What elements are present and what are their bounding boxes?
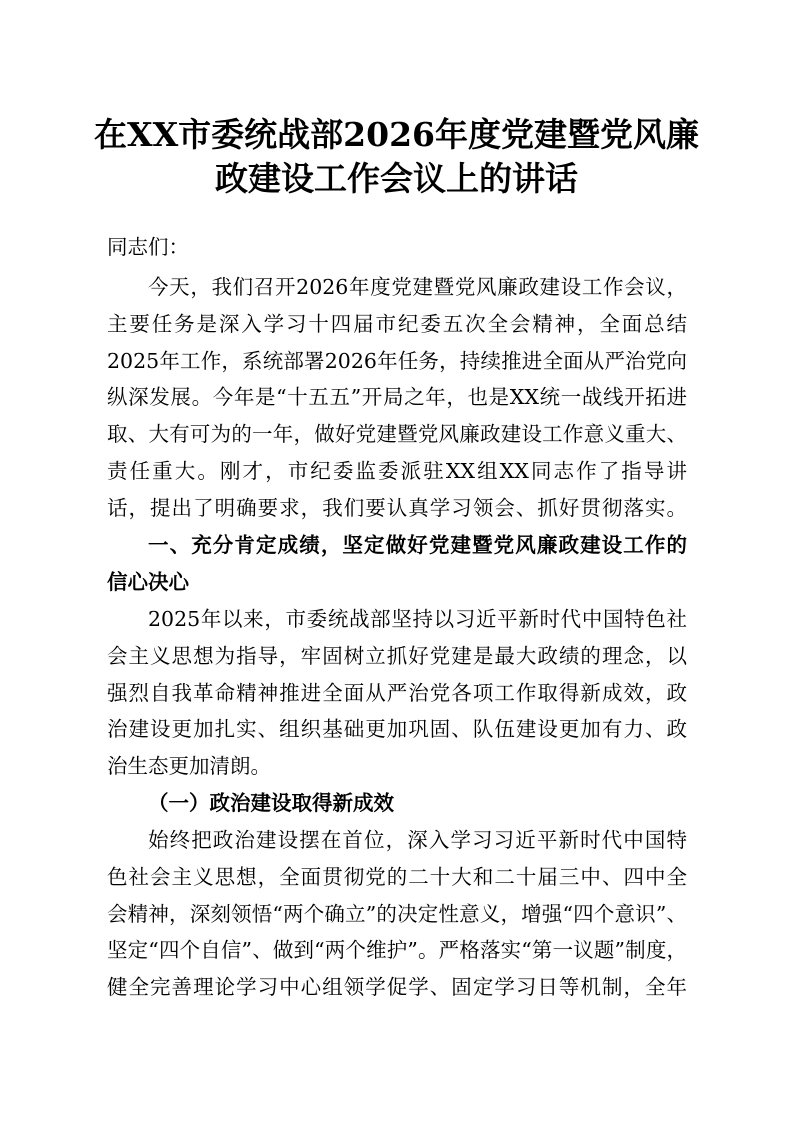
paragraph-political-building [107,822,687,1006]
paragraph-line: 会主义思想为指导，牢固树立抓好党建是最大政绩的理念，以 [107,643,687,668]
paragraph-opening [107,269,687,527]
paragraph-line: 始终把政治建设摆在首位，深入学习习近平新时代中国特 [148,828,687,852]
paragraph-line: 2025年工作，系统部署2026年任务，持续推进全面从严治党向 [107,348,687,373]
paragraph-line: 治生态更加清朗。 [107,754,271,779]
paragraph-line: 强烈自我革命精神推进全面从严治党各项工作取得新成效，政 [107,680,687,705]
paragraph-line: 治建设更加扎实、组织基础更加巩固、队伍建设更加有力、政 [107,717,687,742]
document-title-line-1: 在XX市委统战部2026年度党建暨党风廉 [93,115,700,154]
paragraph-line: 话，提出了明确要求，我们要认真学习领会、抓好贯彻落实。 [107,495,687,520]
document-title-line-2: 政建设工作会议上的讲话 [215,159,578,198]
paragraph-line: 责任重大。刚才，市纪委监委派驻XX组XX同志作了指导讲 [107,458,687,483]
paragraph-line: 主要任务是深入学习十四届市纪委五次全会精神，全面总结 [107,311,687,336]
heading-line: 信心决心 [107,569,189,594]
paragraph-line: 取、大有可为的一年，做好党建暨党风廉政建设工作意义重大、 [107,422,687,447]
heading-line: （一）政治建设取得新成效 [148,791,394,815]
paragraph-line: 健全完善理论学习中心组领学促学、固定学习日等机制，全年 [107,975,687,1000]
paragraph-line: 纵深发展。今年是“十五五”开局之年，也是XX统一战线开拓进 [107,385,687,410]
paragraph-line: 色社会主义思想，全面贯彻党的二十大和二十届三中、四中全 [107,864,687,889]
paragraph-line: 会精神，深刻领悟“两个确立”的决定性意义，增强“四个意识”、 [107,901,687,926]
paragraph-line: 今天，我们召开2026年度党建暨党风廉政建设工作会议， [148,275,687,299]
subsection-heading-1 [107,785,687,822]
paragraph-achievements [107,601,687,785]
salutation-text: 同志们： [107,235,189,259]
salutation [107,229,687,266]
paragraph-line: 2025年以来，市委统战部坚持以习近平新时代中国特色社 [148,607,687,631]
section-heading-1 [107,527,687,601]
paragraph-line: 坚定“四个自信”、做到“两个维护”。严格落实“第一议题”制度， [107,938,687,963]
heading-line: 一、充分肯定成绩，坚定做好党建暨党风廉政建设工作的 [148,533,687,557]
